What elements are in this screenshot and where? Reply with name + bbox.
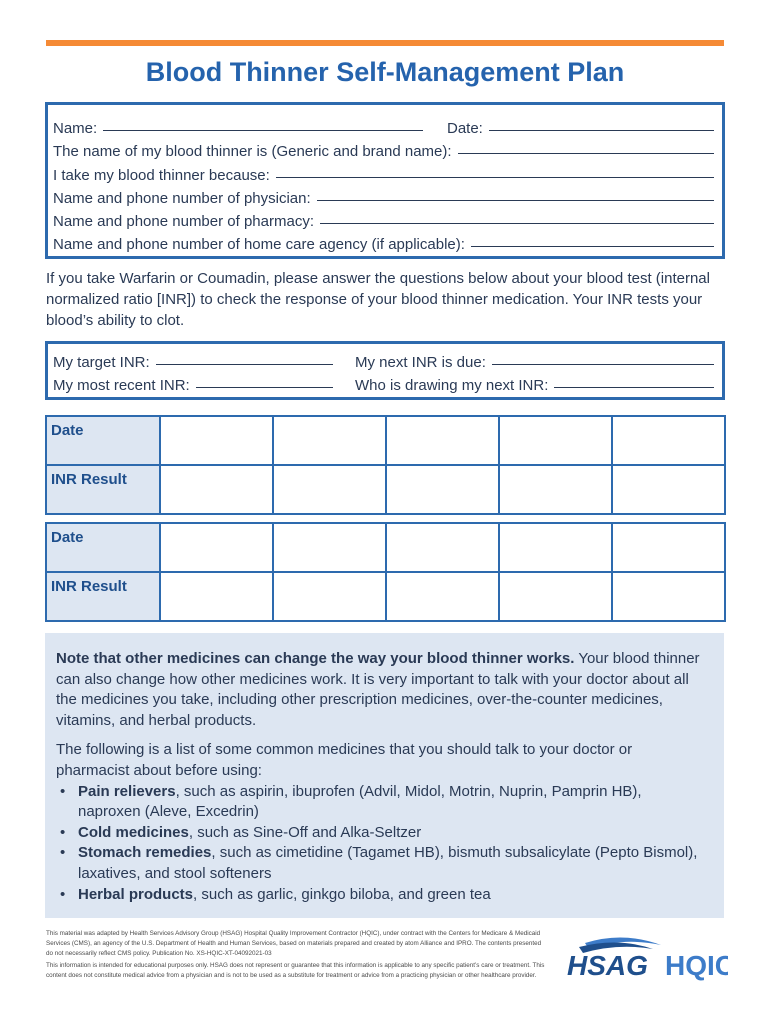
- list-item: • Pain relievers, such as aspirin, ibuprofen (Advil, Midol, Motrin, Nuprin, Pamprin HB), naproxen (Aleve, Excedrin): [60, 782, 642, 821]
- inr-result-cell[interactable]: [612, 572, 725, 621]
- physician-field[interactable]: [317, 187, 714, 201]
- inr-result-cell[interactable]: [160, 465, 273, 514]
- bullet-icon: •: [60, 885, 66, 903]
- brand-label: The name of my blood thinner is (Generic and brand name):: [53, 143, 452, 161]
- date-cell[interactable]: [612, 523, 725, 572]
- name-date-line: [53, 117, 714, 140]
- hsag-swoosh-icon: [563, 933, 728, 993]
- next-inr-due-field[interactable]: [492, 351, 714, 365]
- table-row: [46, 572, 725, 621]
- date-header-cell: Date: [46, 416, 160, 465]
- date-cell[interactable]: [160, 523, 273, 572]
- inr-result-header-cell: INR Result: [46, 572, 160, 621]
- bullet-icon: •: [60, 782, 66, 800]
- bullet-icon: •: [60, 844, 66, 862]
- list-item: • Herbal products, such as garlic, ginkgo biloba, and green tea: [56, 885, 704, 906]
- inr-result-cell[interactable]: [612, 465, 725, 514]
- note-bold-lead: Note that other medicines can change the way your blood thinner works.: [56, 650, 575, 667]
- patient-info-box: [45, 102, 725, 259]
- list-item: • Stomach remedies, such as cimetidine (Tagamet HB), bismuth subsalicylate (Pepto Bismol), laxatives, and stool softeners: [60, 844, 698, 882]
- date-cell[interactable]: [386, 523, 499, 572]
- date-field[interactable]: [489, 117, 714, 131]
- inr-result-cell[interactable]: [273, 465, 386, 514]
- list-intro: The following is a list of some common medicines that you should talk to your doctor or pharmacist about before using:: [56, 741, 633, 779]
- pharmacy-line: [53, 210, 714, 233]
- because-line: [53, 164, 714, 187]
- table-row: [46, 416, 725, 465]
- bullet-icon: •: [60, 823, 66, 841]
- inr-result-header-cell: INR Result: [46, 465, 160, 514]
- agency-field[interactable]: [471, 233, 714, 247]
- date-header-cell: Date: [46, 523, 160, 572]
- medicine-list: [56, 782, 704, 906]
- inr-result-cell[interactable]: [499, 465, 612, 514]
- hsag-hqic-logo: [563, 933, 728, 993]
- inr-result-cell[interactable]: [386, 465, 499, 514]
- because-field[interactable]: [276, 164, 714, 178]
- agency-label: Name and phone number of home care agency (if applicable):: [53, 236, 465, 254]
- pharmacy-label: Name and phone number of pharmacy:: [53, 213, 314, 231]
- inr-info-box: [45, 341, 725, 400]
- target-inr-label: My target INR:: [53, 354, 150, 371]
- date-cell[interactable]: [612, 416, 725, 465]
- note-paragraph: [56, 649, 704, 731]
- table-row: [46, 523, 725, 572]
- date-cell[interactable]: [273, 523, 386, 572]
- drawing-inr-label: Who is drawing my next INR:: [355, 377, 549, 394]
- medicine-note-box: [45, 633, 724, 918]
- page-title: Blood Thinner Self-Management Plan: [145, 57, 625, 87]
- next-inr-due-label: My next INR is due:: [355, 354, 486, 371]
- brand-line: [53, 140, 714, 163]
- date-cell[interactable]: [160, 416, 273, 465]
- date-cell[interactable]: [499, 523, 612, 572]
- footer-disclaimer-text: This information is intended for educational purposes only. HSAG does not represent or guarantee that this information is applicable to any specific patient’s care or treatment. This content does not constitute medical advice from a physician and is not to be used as a substitute for treatment or advice from a practicing physician or other healthcare provider.: [46, 962, 545, 979]
- date-cell[interactable]: [386, 416, 499, 465]
- date-cell[interactable]: [273, 416, 386, 465]
- brand-field[interactable]: [458, 140, 714, 154]
- physician-line: [53, 187, 714, 210]
- inr-log-table: [45, 415, 726, 515]
- name-field[interactable]: [103, 117, 423, 131]
- inr-result-cell[interactable]: [160, 572, 273, 621]
- inr-result-cell[interactable]: [273, 572, 386, 621]
- inr-log-table: [45, 522, 726, 622]
- date-label: Date:: [447, 120, 483, 137]
- table-row: [46, 465, 725, 514]
- intro-paragraph: If you take Warfarin or Coumadin, please answer the questions below about your blood test (internal normalized ratio [INR]) to check the response of your blood thinner medication. Your INR tests your blood’s ability to clot.: [46, 270, 710, 329]
- physician-label: Name and phone number of physician:: [53, 189, 311, 207]
- recent-inr-label: My most recent INR:: [53, 377, 190, 394]
- top-accent-bar: [46, 40, 724, 46]
- footer-disclaimer: [46, 929, 546, 981]
- footer-attribution: This material was adapted by Health Services Advisory Group (HSAG) Hospital Quality Improvement Contractor (HQIC), under contract with the Centers for Medicare & Medicaid Services (CMS), an agency of the U.S. Department of Health and Human Services, based on materials prepared and created by atom Alliance and IPRO. The contents presented do not necessarily reflect CMS policy. Publication No. XS-HQIC-XT-04092021-03: [46, 930, 542, 957]
- pharmacy-field[interactable]: [320, 210, 714, 224]
- note-rest: Your blood thinner can also change how other medicines work. It is very important to talk with your doctor about all the medicines you take, including other prescription medicines, over-the-counter medicines, vitamins, and herbal products.: [56, 650, 700, 729]
- target-inr-field[interactable]: [156, 351, 333, 365]
- inr-result-cell[interactable]: [499, 572, 612, 621]
- drawing-inr-field[interactable]: [554, 374, 714, 388]
- name-label: Name:: [53, 120, 98, 137]
- date-cell[interactable]: [499, 416, 612, 465]
- logo-hsag-text: HSAG: [567, 950, 648, 981]
- recent-inr-field[interactable]: [196, 374, 333, 388]
- agency-line: [53, 233, 714, 256]
- because-label: I take my blood thinner because:: [53, 166, 270, 184]
- logo-hqic-text: HQIC: [665, 950, 728, 981]
- inr-result-cell[interactable]: [386, 572, 499, 621]
- list-item: • Cold medicines, such as Sine-Off and Alka-Seltzer: [56, 823, 704, 844]
